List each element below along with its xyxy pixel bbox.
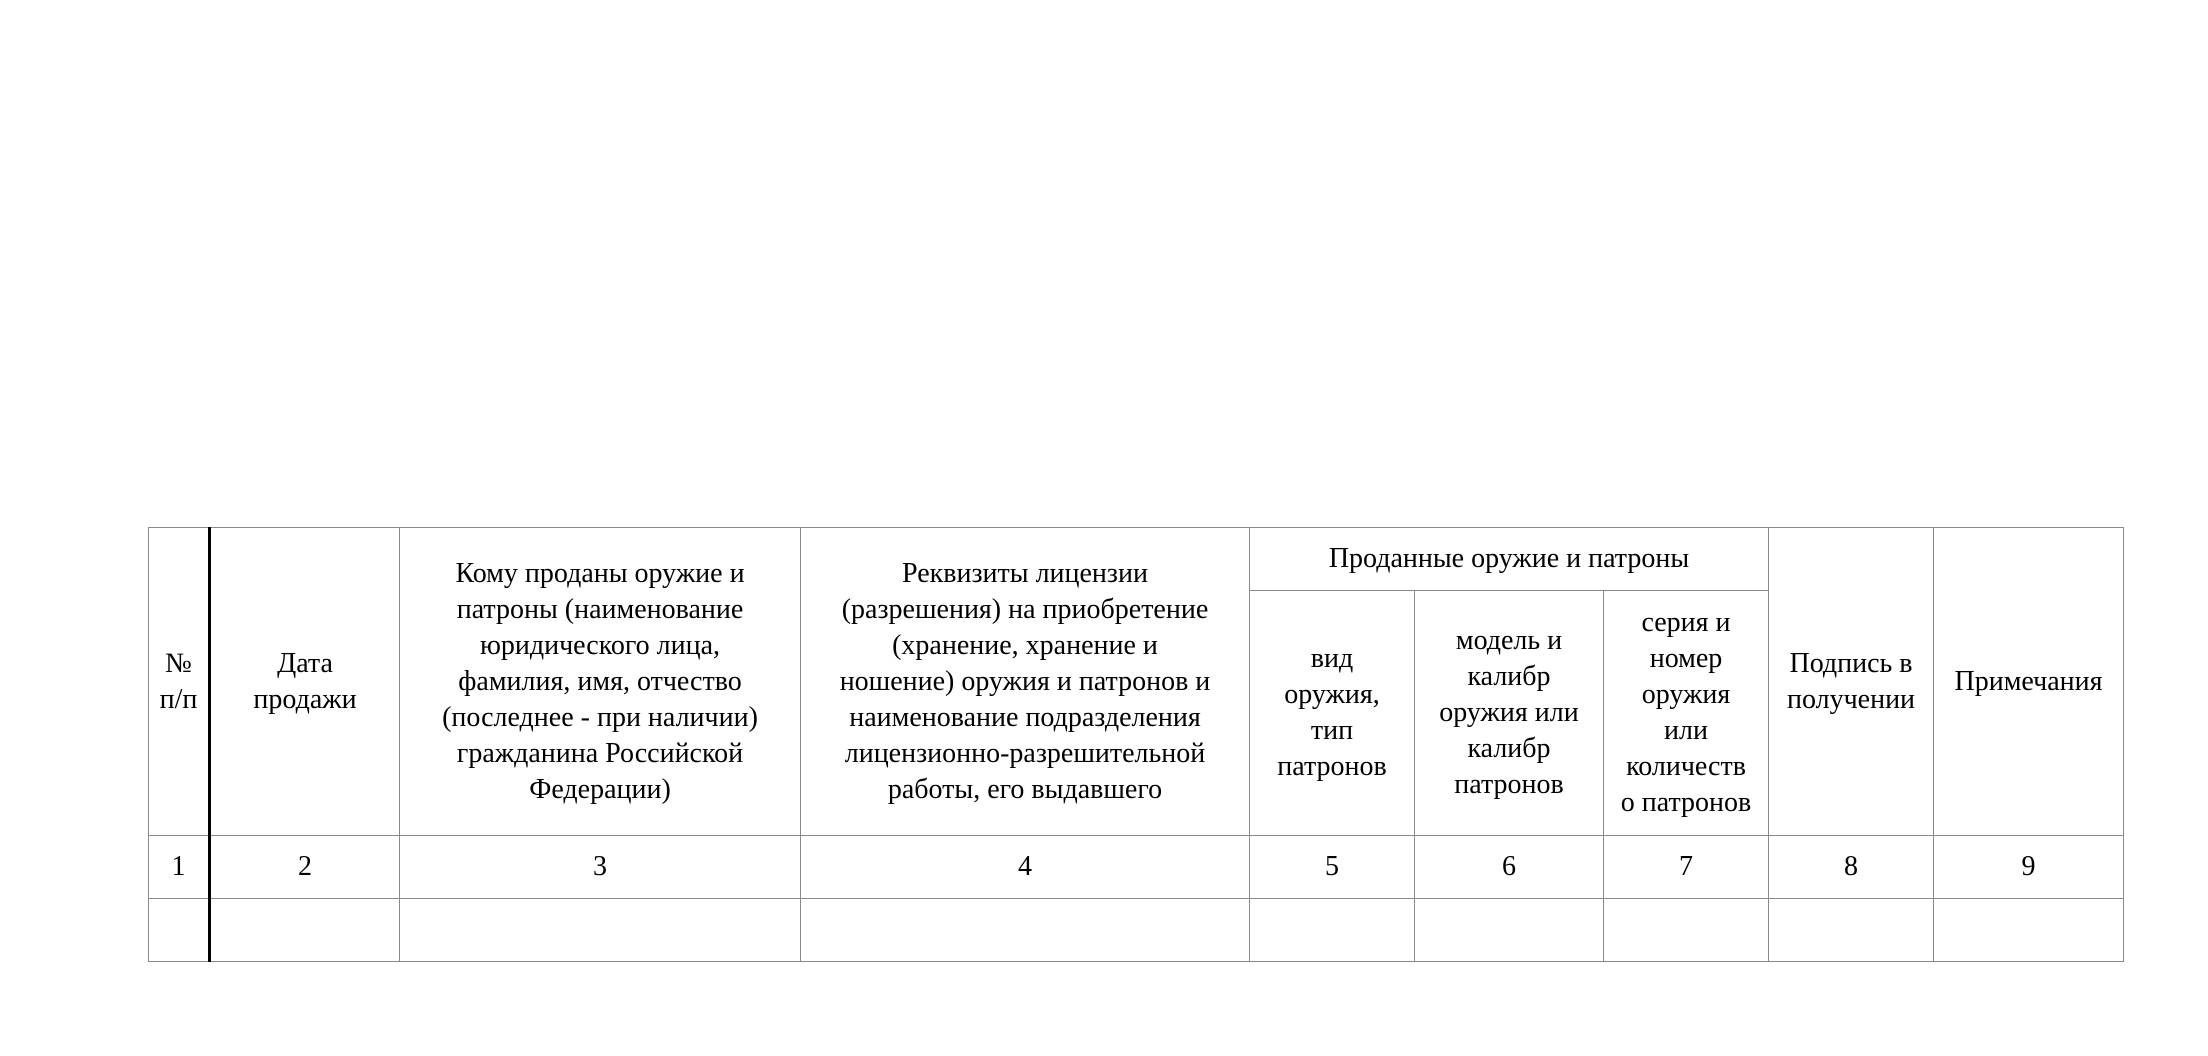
empty-cell — [149, 899, 210, 962]
empty-cell — [1415, 899, 1604, 962]
empty-cell — [210, 899, 400, 962]
header-weapon-type: вид оружия, тип патронов — [1250, 591, 1415, 836]
header-model-caliber: модель и калибр оружия или калибр патронов — [1415, 591, 1604, 836]
empty-cell — [801, 899, 1250, 962]
header-serial-number: серия и номер оружия или количеств о патронов — [1604, 591, 1769, 836]
column-number-row — [149, 836, 2124, 899]
header-date: Дата продажи — [210, 528, 400, 836]
header-license: Реквизиты лицензии (разрешения) на приобретение (хранение, хранение и ношение) оружия и патронов и наименование подразделения лицензионно-разрешительной работы, его выдавшего — [801, 528, 1250, 836]
column-number: 3 — [400, 836, 801, 899]
empty-cell — [1250, 899, 1415, 962]
header-sold-group: Проданные оружие и патроны — [1250, 528, 1769, 591]
empty-cell — [400, 899, 801, 962]
empty-data-row — [149, 899, 2124, 962]
empty-cell — [1604, 899, 1769, 962]
empty-cell — [1769, 899, 1934, 962]
column-number: 6 — [1415, 836, 1604, 899]
column-number: 7 — [1604, 836, 1769, 899]
sales-register-table — [148, 527, 2124, 962]
header-notes: Примечания — [1934, 528, 2124, 836]
column-number: 1 — [149, 836, 210, 899]
header-signature: Подпись в получении — [1769, 528, 1934, 836]
column-number: 4 — [801, 836, 1250, 899]
empty-cell — [1934, 899, 2124, 962]
column-number: 9 — [1934, 836, 2124, 899]
header-to-whom: Кому проданы оружие и патроны (наименование юридического лица, фамилия, имя, отчество (последнее - при наличии) гражданина Российской Федерации) — [400, 528, 801, 836]
column-number: 5 — [1250, 836, 1415, 899]
column-number: 2 — [210, 836, 400, 899]
header-num: № п/п — [149, 528, 210, 836]
column-number: 8 — [1769, 836, 1934, 899]
header-row-top — [149, 528, 2124, 591]
